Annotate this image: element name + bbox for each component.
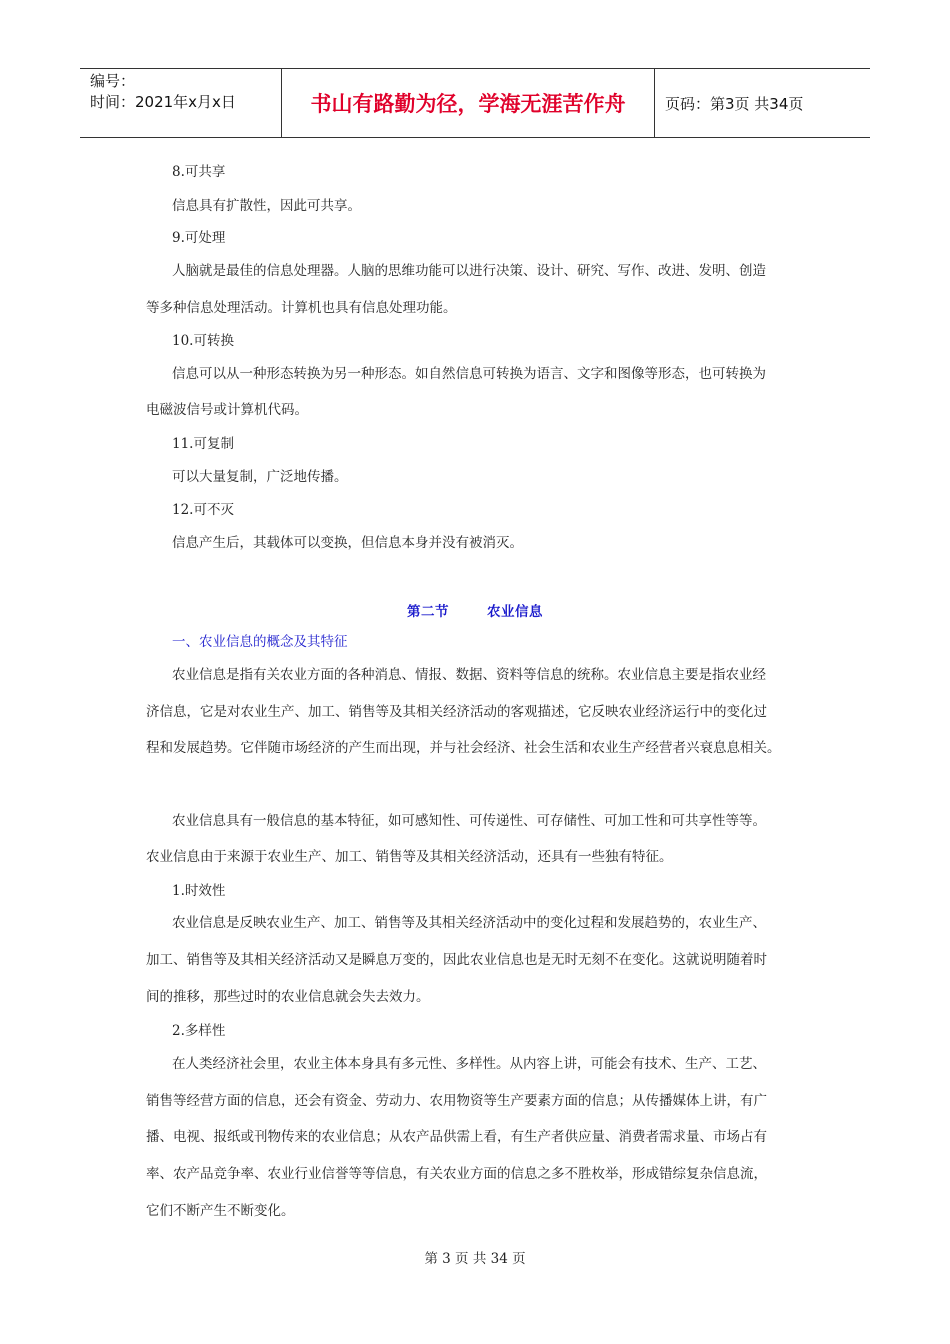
paragraph-line: 农业信息是反映农业生产、加工、销售等及其相关经济活动中的变化过程和发展趋势的，农业生产、	[172, 915, 766, 931]
item-heading: 9.可处理	[172, 230, 226, 246]
header-meta	[80, 69, 282, 137]
paragraph-line: 它们不断产生不断变化。	[146, 1203, 295, 1219]
paragraph-line: 等多种信息处理活动。计算机也具有信息处理功能。	[146, 300, 457, 316]
page-footer: 第 3 页 共 34 页	[424, 1251, 526, 1267]
paragraph-line: 播、电视、报纸或刊物传来的农业信息；从农产品供需上看，有生产者供应量、消费者需求量、市场占有	[146, 1129, 767, 1145]
section-name: 农业信息	[487, 604, 543, 620]
section-title	[0, 600, 950, 620]
section-number: 第二节	[407, 604, 449, 620]
paragraph-line: 农业信息具有一般信息的基本特征，如可感知性、可传递性、可存储性、可加工性和可共享性等等。	[172, 813, 766, 829]
item-heading: 12.可不灭	[172, 502, 234, 518]
paragraph-line: 农业信息是指有关农业方面的各种消息、情报、数据、资料等信息的统称。农业信息主要是指农业经	[172, 667, 766, 683]
paragraph-line: 加工、销售等及其相关经济活动又是瞬息万变的，因此农业信息也是无时无刻不在变化。这就说明随着时	[146, 952, 767, 968]
page-info: 页码：第3页 共34页	[665, 94, 804, 113]
paragraph-line: 程和发展趋势。它伴随市场经济的产生而出现，并与社会经济、社会生活和农业生产经营者兴衰息息相关。	[146, 740, 781, 756]
time-label: 时间：2021年x月x日	[90, 93, 236, 111]
code-label: 编号：	[90, 72, 136, 90]
item-heading: 1.时效性	[172, 883, 226, 899]
paragraph-line: 信息可以从一种形态转换为另一种形态。如自然信息可转换为语言、文字和图像等形态，也可转换为	[172, 366, 766, 382]
paragraph-line: 信息产生后，其载体可以变换，但信息本身并没有被消灭。	[172, 535, 523, 551]
paragraph-line: 信息具有扩散性，因此可共享。	[172, 198, 361, 214]
paragraph-line: 农业信息由于来源于农业生产、加工、销售等及其相关经济活动，还具有一些独有特征。	[146, 849, 673, 865]
item-heading: 11.可复制	[172, 436, 234, 452]
paragraph-line: 济信息，它是对农业生产、加工、销售等及其相关经济活动的客观描述，它反映农业经济运行中的变化过	[146, 704, 767, 720]
item-heading: 8.可共享	[172, 164, 226, 180]
paragraph-line: 率、农产品竞争率、农业行业信誉等等信息，有关农业方面的信息之多不胜枚举，形成错综复杂信息流，	[146, 1166, 767, 1182]
paragraph-line: 销售等经营方面的信息，还会有资金、劳动力、农用物资等生产要素方面的信息；从传播媒体上讲，有广	[146, 1093, 767, 1109]
paragraph-line: 人脑就是最佳的信息处理器。人脑的思维功能可以进行决策、设计、研究、写作、改进、发明、创造	[172, 263, 766, 279]
motto: 书山有路勤为径，学海无涯苦作舟	[282, 69, 655, 137]
item-heading: 2.多样性	[172, 1023, 226, 1039]
paragraph-line: 可以大量复制，广泛地传播。	[172, 469, 348, 485]
item-heading: 10.可转换	[172, 333, 234, 349]
paragraph-line: 电磁波信号或计算机代码。	[146, 402, 308, 418]
page-header	[80, 68, 870, 138]
paragraph-line: 在人类经济社会里，农业主体本身具有多元性、多样性。从内容上讲，可能会有技术、生产、工艺、	[172, 1056, 766, 1072]
paragraph-line: 间的推移，那些过时的农业信息就会失去效力。	[146, 989, 430, 1005]
subsection-title: 一、农业信息的概念及其特征	[172, 634, 348, 650]
